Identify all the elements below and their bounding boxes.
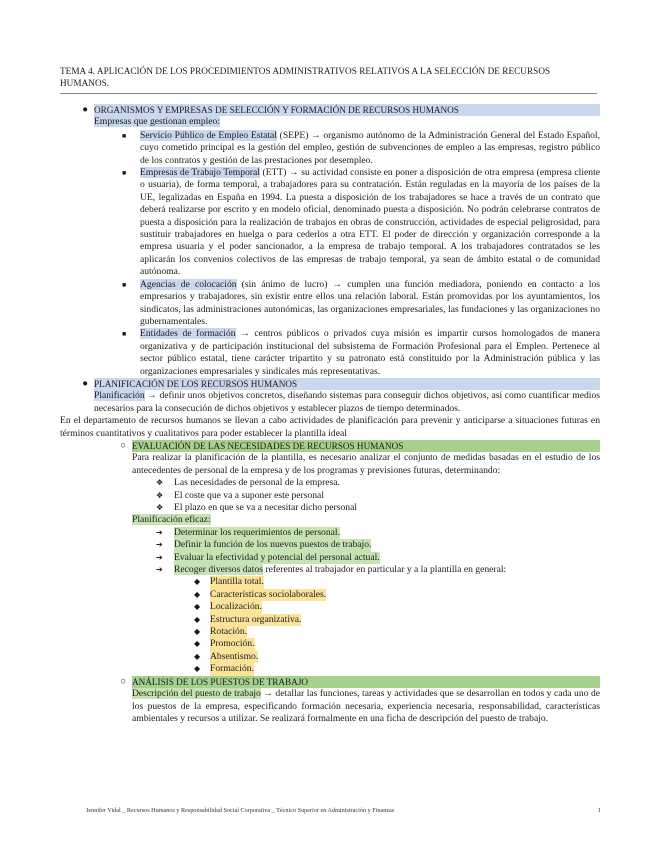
list-item: ◆ Promoción. xyxy=(194,638,255,650)
planificacion-definition: Planificación → definir unos objetivos concretos, diseñando sistemas para conseguir dichos objetivos, así como cuantificar medios necesarios para la consecución de dichos objetivos y establecer plazos de tiempo determinados. xyxy=(94,390,600,414)
square-bullet-icon: ■ xyxy=(122,330,127,339)
page-title: TEMA 4. APLICACIÓN DE LOS PROCEDIMIENTOS ADMINISTRATIVOS RELATIVOS A LA SELECCIÓN DE RECURSOS HUMANOS. xyxy=(60,66,551,88)
term-entidades: Entidades de formación xyxy=(140,328,236,340)
list-item: ◆ Absentismo. xyxy=(194,650,259,662)
list-item: ➔ Definir la función de los nuevos puestos de trabajo. xyxy=(156,539,372,551)
term-sepe: Servicio Público de Empleo Estatal xyxy=(140,129,277,141)
document-body xyxy=(60,104,600,725)
section-heading-organismos: ● ORGANISMOS Y EMPRESAS DE SELECCIÓN Y FORMACIÓN DE RECURSOS HUMANOS xyxy=(60,104,600,116)
arrow-icon: ➔ xyxy=(156,552,163,562)
evaluacion-paragraph: Para realizar la planificación de la plantilla, es necesario analizar el conjunto de medidas basadas en el estudio de los antecedentes de personal de la empresa y de los programas y previsiones futuras, determinando: xyxy=(132,452,600,476)
list-item: ❖ El coste que va a suponer este personal xyxy=(156,489,324,501)
planificacion-eficaz-label: Planificación eficaz: xyxy=(132,514,211,526)
determinando-list xyxy=(156,477,600,514)
page-footer xyxy=(86,807,601,815)
diamond-icon: ◆ xyxy=(194,577,201,587)
arrow-icon: ➔ xyxy=(156,527,163,537)
list-item: ❖ El plazo en que se va a necesitar dicho personal xyxy=(156,502,358,513)
square-bullet-icon: ■ xyxy=(122,280,127,289)
section1-intro: Empresas que gestionan empleo: xyxy=(94,116,221,128)
page-number: 1 xyxy=(597,807,601,814)
circle-bullet-icon: ○ xyxy=(120,675,126,687)
planificacion-paragraph: En el departamento de recursos humanos se llevan a cabo actividades de planificación para prevenir y anticiparse a situaciones futuras en términos cuantitativos y cualitativos para poder establecer la plantilla ideal xyxy=(60,415,600,439)
eficaz-steps xyxy=(156,527,600,577)
term-ett: Empresas de Trabajo Temporal xyxy=(140,167,260,179)
list-item: ◆ Estructura organizativa. xyxy=(194,613,302,625)
list-item: ◆ Plantilla total. xyxy=(194,576,264,588)
subsection-heading-analisis: ○ ANÁLISIS DE LOS PUESTOS DE TRABAJO xyxy=(94,676,600,688)
list-item: ■ Entidades de formación → centros públicos o privados cuya misión es impartir cursos homologados de manera organizativa y de participación institucional del subsistema de Formación Profesional para el Empleo. Pertenece al sector público estatal, tiene carácter tripartito y su patronato está constituido por la Administración pública y las organizaciones empresariales y sindicales más representativas. xyxy=(122,328,601,377)
section-heading-planificacion: ● PLANIFICACIÓN DE LOS RECURSOS HUMANOS xyxy=(60,378,600,390)
section1-list xyxy=(122,130,600,378)
list-item: ◆ Localización. xyxy=(194,601,262,613)
list-item: ■ Agencias de colocación (sin ánimo de lucro) → cumplen una función mediadora, poniendo en contacto a los empresarios y trabajadores, sin existir entre ellos una relación laboral. Están promovidas por los ayuntamientos, los sindicatos, las administraciones autonómicas, las organizaciones empresariales, las fundaciones y las organizaciones no gubernamentales. xyxy=(122,278,600,327)
diamond-icon: ◆ xyxy=(194,651,201,661)
footer-text: Jennifer Vidal _ Recursos Humanos y Responsabilidad Social Corporativa _ Técnico Superior en Administración y Finanzas xyxy=(86,807,395,814)
square-bullet-icon: ■ xyxy=(122,131,127,140)
bullet-icon: ● xyxy=(82,104,88,115)
diamond-star-icon: ❖ xyxy=(156,478,164,488)
diamond-icon: ◆ xyxy=(194,627,201,637)
list-item: ◆ Rotación. xyxy=(194,626,248,638)
diamond-star-icon: ❖ xyxy=(156,503,164,512)
arrow-icon: ➔ xyxy=(156,540,163,550)
analisis-paragraph: Descripción del puesto de trabajo → detallar las funciones, tareas y actividades que se desarrollan en todos y cada uno de los puestos de la empresa, especificando formación necesaria, experiencia necesaria, responsabilidad, características ambientales y recursos a utilizar. Se realizará formalmente en una ficha de descripción del puesto de trabajo. xyxy=(132,688,601,724)
diamond-icon: ◆ xyxy=(194,664,201,674)
list-item: ➔ Evaluar la efectividad y potencial del personal actual. xyxy=(156,551,380,563)
diamond-icon: ◆ xyxy=(194,614,201,624)
diamond-icon: ◆ xyxy=(194,589,201,599)
arrow-icon: ➔ xyxy=(156,565,163,575)
list-item: ■ Servicio Público de Empleo Estatal (SEPE) → organismo autónomo de la Administración General del Estado Español, cuyo cometido principal es la gestión del empleo, gestión de subvenciones de empleo a las empresas, registro público de los contratos y gestión de las prestaciones por desempleo. xyxy=(122,129,600,166)
list-item: ❖ Las necesidades de personal de la empresa. xyxy=(156,477,340,489)
list-item: ➔ Recoger diversos datos referentes al trabajador en particular y a la plantilla en general: xyxy=(156,564,507,576)
list-item: ■ Empresas de Trabajo Temporal (ETT) → su actividad consiste en poner a disposición de otra empresa (empresa cliente o usuaria), de forma temporal, a trabajadores para su contratación. Están reguladas en la mayoría de los países de la UE, legalizadas en España en 1994. La puesta a disposición de los trabajadores se hace a través de un contrato que deberá realizarse por escrito y en modelo oficial, denominado puesta a disposición. No podrán celebrarse contratos de puesta a disposición para la realización de trabajos en obras de construcción, actividades de especial peligrosidad, para sustituir trabajadores en huelga o para cederlos a otra ETT. El poder de dirección y organización corresponde a la empresa usuaria y el poder sancionador, a la empresa de trabajo temporal. A los trabajadores contratados se les aplicarán los convenios colectivos de las empresas de trabajo temporal, ya sean de ámbito estatal o de comunidad autónoma. xyxy=(122,167,600,278)
datos-list xyxy=(194,576,600,675)
list-item: ◆ Formación. xyxy=(194,663,254,675)
list-item: ➔ Determinar los requerimientos de personal. xyxy=(156,526,340,538)
circle-bullet-icon: ○ xyxy=(120,439,126,451)
diamond-icon: ◆ xyxy=(194,639,201,649)
bullet-icon: ● xyxy=(82,377,88,389)
term-agencias: Agencias de colocación xyxy=(140,278,237,290)
square-bullet-icon: ■ xyxy=(122,169,127,178)
list-item: ◆ Características sociolaborales. xyxy=(194,588,327,600)
title-divider xyxy=(60,93,597,94)
diamond-star-icon: ❖ xyxy=(156,490,164,500)
diamond-icon: ◆ xyxy=(194,602,201,612)
subsection-heading-evaluacion: ○ EVALUACIÓN DE LAS NECESIDADES DE RECURSOS HUMANOS xyxy=(94,440,600,452)
